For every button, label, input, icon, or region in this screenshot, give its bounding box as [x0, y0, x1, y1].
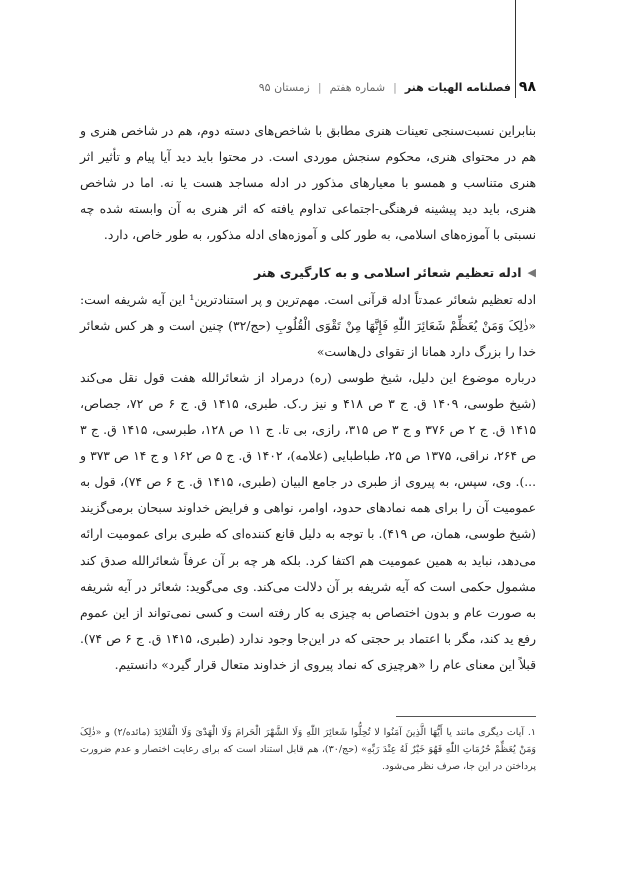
paragraph-verse: ادله تعظیم شعائر عمدتاً ادله قرآنی است. مهم‌ترین و پر استنادترین¹ این آیه شریفه است: «ذٰلِکَ وَمَنْ یُعَظِّمْ شَعَائِرَ اللّٰهِ فَإِنَّهَا مِنْ تَقْوَی الْقُلُوبِ (حج/۳۲) چنین است و هر کس شعائر خدا را بزرگ دارد همانا از تقوای دل‌هاست» — [80, 292, 536, 359]
section-heading — [80, 260, 536, 286]
section-heading-text: ادله تعظیم شعائر اسلامی و به کارگیری هنر — [253, 265, 522, 281]
triangle-bullet-icon: ◀ — [527, 266, 536, 280]
page-number: ۹۸ — [518, 79, 536, 95]
paragraph-commentary: درباره موضوع این دلیل، شیخ طوسی (ره) درمراد از شعائرالله هفت قول نقل می‌کند (شیخ طوسی، ۱۴۰۹ ق. ج ۳ ص ۴۱۸ و نیز ر.ک. طبری، ۱۴۱۵ ق. ج ۶ ص ۷۲، جصاص، ۱۴۱۵ ق. ج ۲ ص ۳۷۶ و ج ۳ ص ۳۱۵، رازی، بی تا. ج ۱۱ ص ۱۲۸، طبرسی، ۱۴۱۵ ق. ج ۳ ص ۲۶۴، نراقی، ۱۳۷۵ ص ۲۵، طباطبایی (علامه)، ۱۴۰۲ ق. ج ۵ ص ۱۶۲ و ج ۱۴ ص ۳۷۳ و ...). وی، سپس، به پیروی از طبری در جامع البیان (طبری، ۱۴۱۵ ق. ج ۶ ص ۷۴)، قول به عمومیت آن را برای همه نمادهای حدود، اوامر، نواهی و فرایض خداوند سبحان برمی‌گزیند (شیخ طوسی، همان، ص ۴۱۹). با توجه به دلیل قانع کننده‌ای که طبری برای عمومیت ارائه می‌دهد، نباید به همین عمومیت هم اکتفا کرد. بلکه هر چه بر آن عرفاً شعائرالله صدق کند مشمول حکمی است که آیه شریفه بر آن دلالت می‌کند. وی می‌گوید: شعائر در آیه شریفه به صورت عام و بدون اختصاص به چیزی به کار رفته است و کسی نمی‌تواند از این عموم رفع ید کند، مگر با اعتماد بر حجتی که در این‌جا وجود ندارد (طبری، ۱۴۱۵ ق. ج ۶ ص ۷۴). قبلاً این معنای عام را «هرچیزی که نماد پیروی از خداوند متعال قرار گیرد» دانستیم. — [80, 370, 537, 672]
body-text — [80, 118, 536, 678]
paragraph-intro: بنابراین نسبت‌سنجی تعینات هنری مطابق با شاخص‌های دسته دوم، هم در شاخص هنری و هم در محتوای هنری، محکوم سنجش موردی است. در محتوا باید دید آیا پیام و تأثیر اثر هنری متناسب و همسو با معیارهای مذکور در ادله مساجد هست یا نه. اما در شاخص هنری، باید دید پیشینه فرهنگی-اجتماعی تداوم یافته که اثر هنری به آن وابسته شده چه نسبتی با آموزه‌های اسلامی، به طور کلی و آموزه‌های ادله مذکور، به طور خاص، دارد. — [80, 124, 536, 243]
footnote-1: ۱. آیات دیگری مانند یا أَیُّهَا الَّذِینَ آمَنُوا لا تُحِلُّوا شَعائِرَ اللّٰهِ وَلَا الشَّهْرَ الْحَرامَ وَلَا الْهَدْیَ وَلَا الْقَلائِدَ (مائده/۲) و «ذٰلِکَ وَمَنْ یُعَظِّمْ حُرُمَاتِ اللّٰهِ فَهُوَ خَیْرٌ لَهُ عِنْدَ رَبِّهِ» (حج/۳۰)، هم قابل استناد است که برای رعایت اختصار و عدم ضرورت پرداختن در این جا، صرف نظر می‌شود. — [80, 727, 536, 772]
issue-number: شماره هفتم — [329, 80, 386, 94]
journal-title: فصلنامه الهیات هنر — [404, 80, 511, 94]
issue-season: زمستان ۹۵ — [258, 80, 310, 94]
footnote-divider — [396, 716, 536, 717]
header-separator: | — [393, 80, 397, 94]
header-separator: | — [317, 80, 322, 94]
running-header — [80, 78, 536, 96]
footnotes — [80, 724, 536, 775]
